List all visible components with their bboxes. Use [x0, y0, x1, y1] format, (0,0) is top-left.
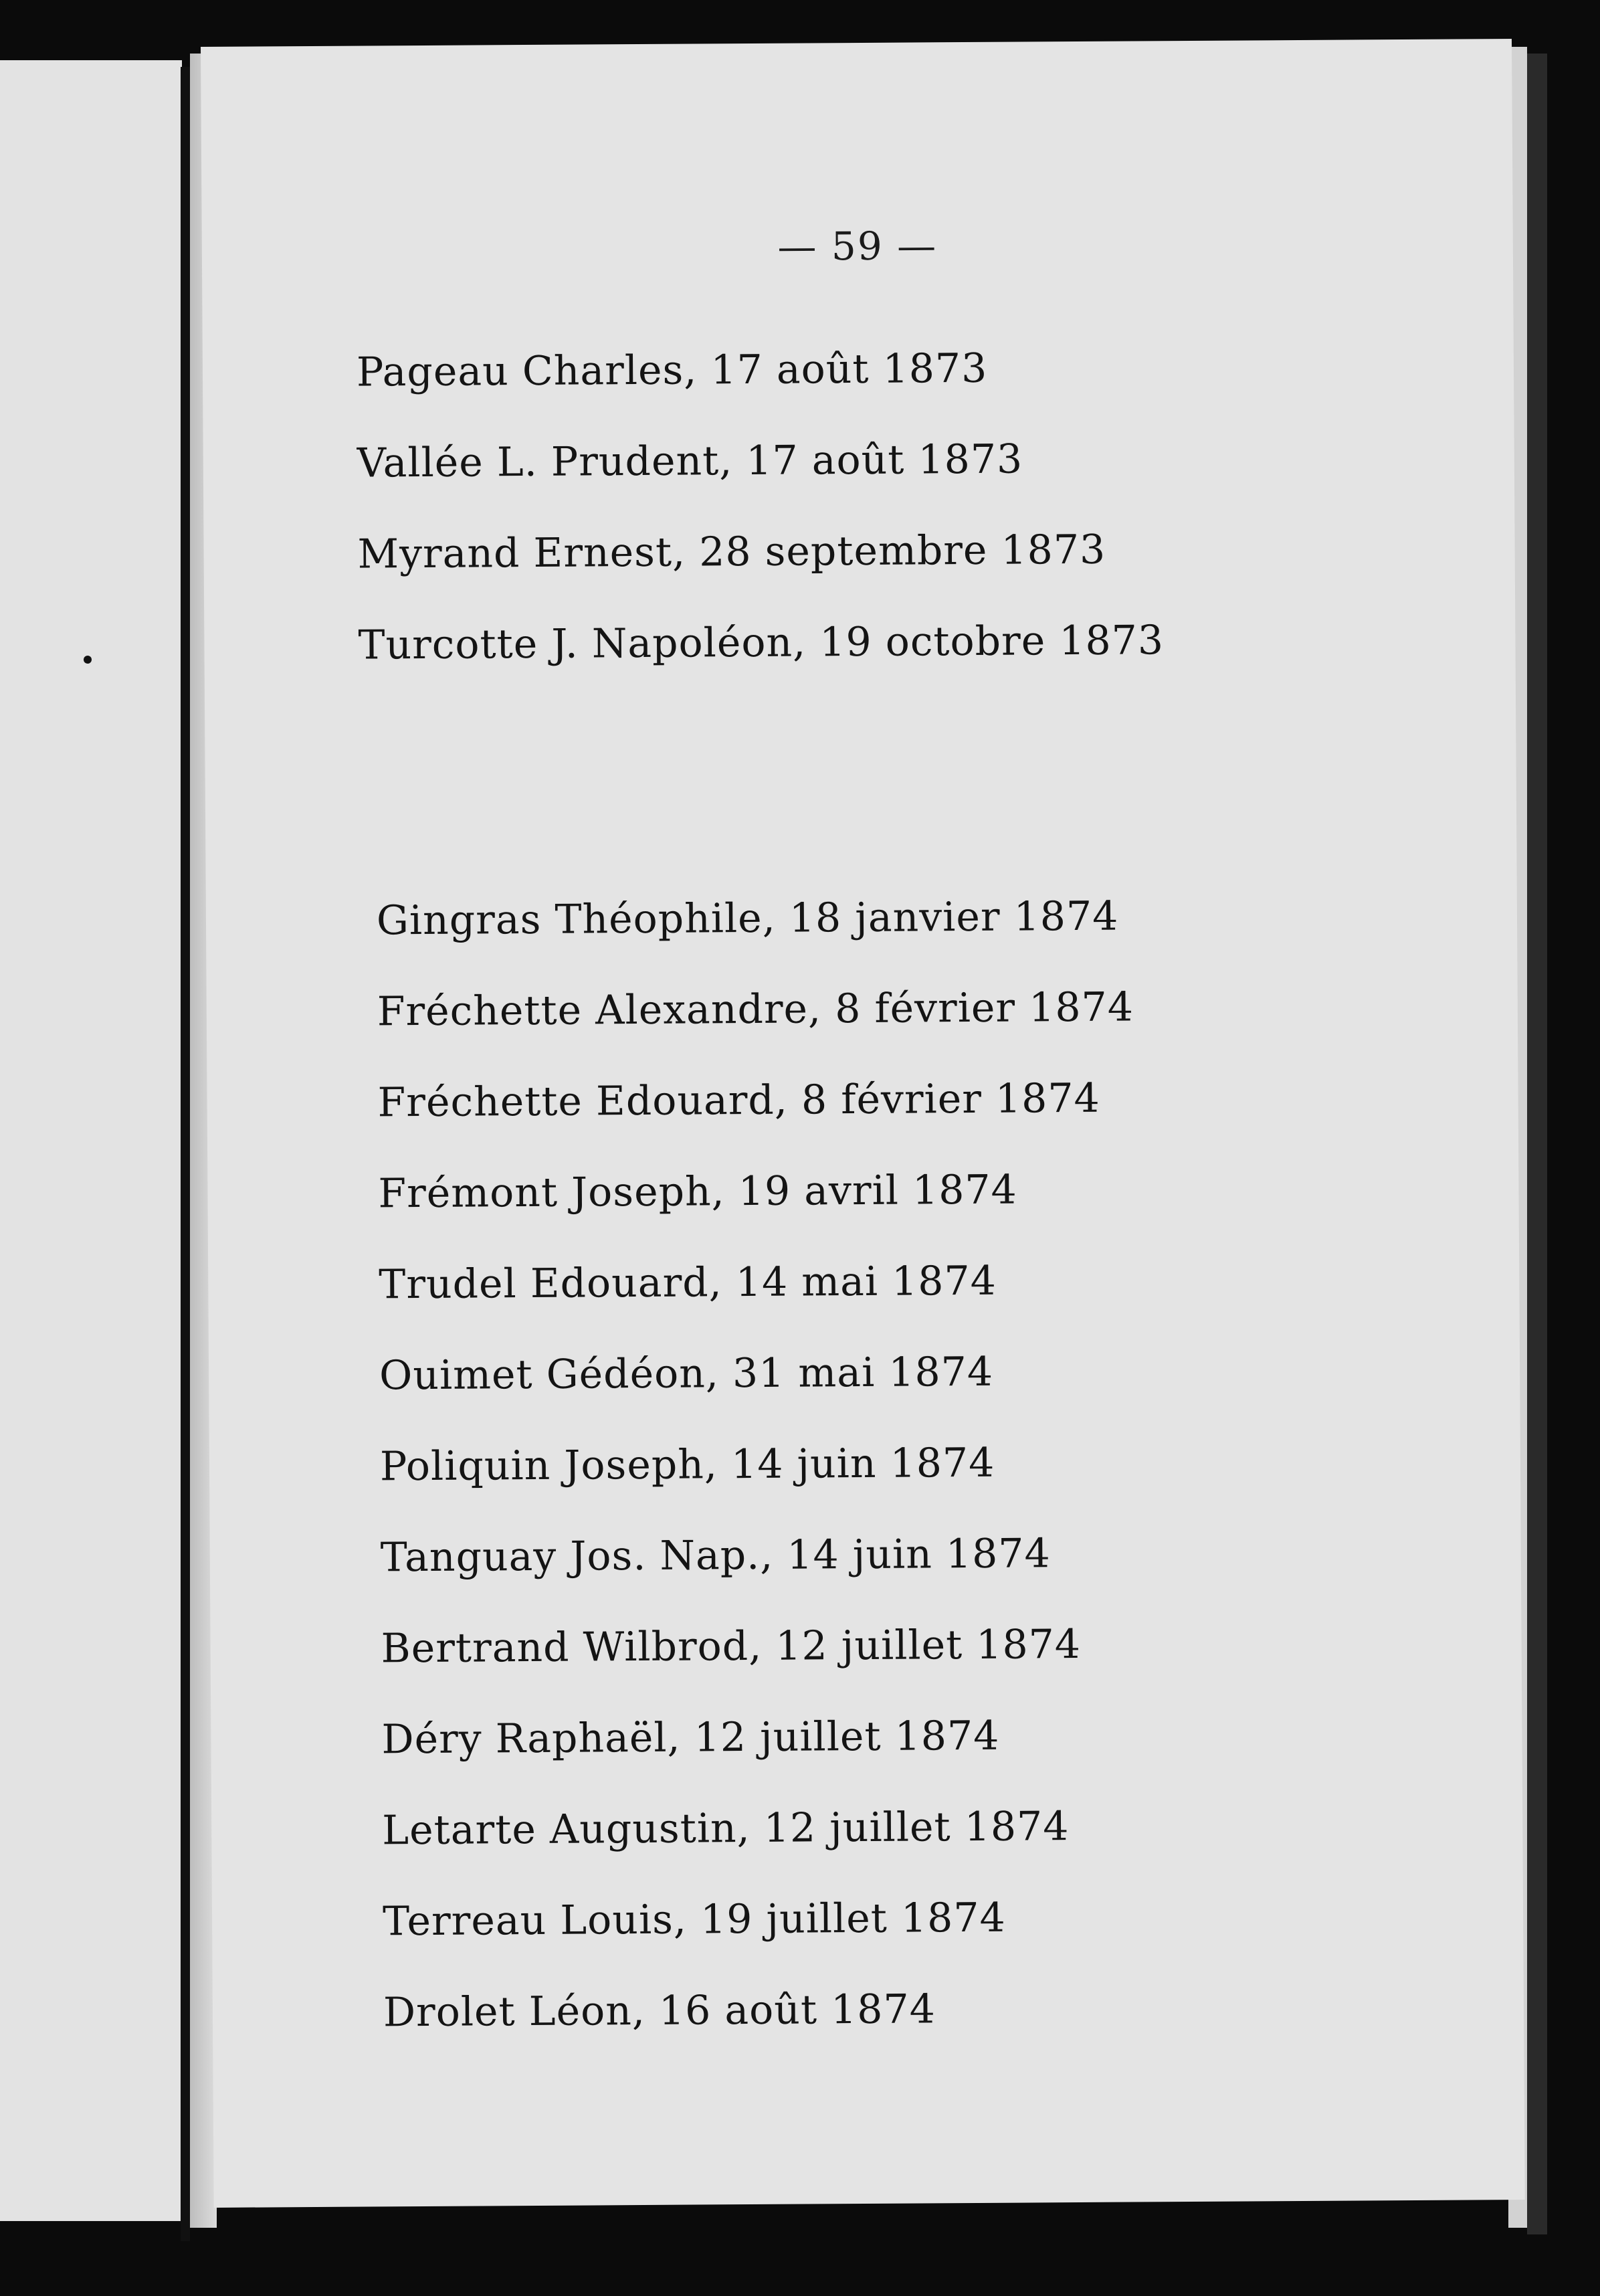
list-item: Frémont Joseph, 19 avril 1874: [378, 1166, 1017, 1218]
list-item: Déry Raphaël, 12 juillet 1874: [381, 1712, 1000, 1763]
list-1873: [357, 322, 1165, 690]
list-item: Tanguay Jos. Nap., 14 juin 1874: [380, 1530, 1051, 1582]
list-item: Trudel Edouard, 14 mai 1874: [379, 1257, 997, 1309]
list-item: Ouimet Gédéon, 31 mai 1874: [379, 1348, 994, 1400]
list-item: Pageau Charles, 17 août 1873: [356, 345, 988, 396]
cover-edge: [1527, 54, 1547, 2234]
list-item: Letarte Augustin, 12 juillet 1874: [382, 1803, 1070, 1854]
list-item: Terreau Louis, 19 juillet 1874: [382, 1894, 1006, 1945]
list-item: Bertrand Wilbrod, 12 juillet 1874: [381, 1621, 1082, 1672]
list-item: Drolet Léon, 16 août 1874: [383, 1986, 936, 2036]
scan-speck: [84, 656, 92, 664]
list-item: Vallée L. Prudent, 17 août 1873: [357, 436, 1023, 487]
book-gutter: [181, 67, 190, 2241]
list-item: Fréchette Edouard, 8 février 1874: [377, 1074, 1100, 1127]
book-page: [201, 39, 1525, 2208]
list-1874: [377, 871, 1140, 2059]
list-item: Fréchette Alexandre, 8 février 1874: [377, 983, 1134, 1036]
list-item: Poliquin Joseph, 14 juin 1874: [379, 1439, 995, 1491]
list-item: Myrand Ernest, 28 septembre 1873: [357, 526, 1106, 578]
list-item: Gingras Théophile, 18 janvier 1874: [376, 892, 1119, 945]
list-item: Turcotte J. Napoléon, 19 octobre 1873: [358, 617, 1165, 669]
page-number: — 59 —: [777, 223, 938, 270]
facing-page-edge: [0, 60, 182, 2221]
